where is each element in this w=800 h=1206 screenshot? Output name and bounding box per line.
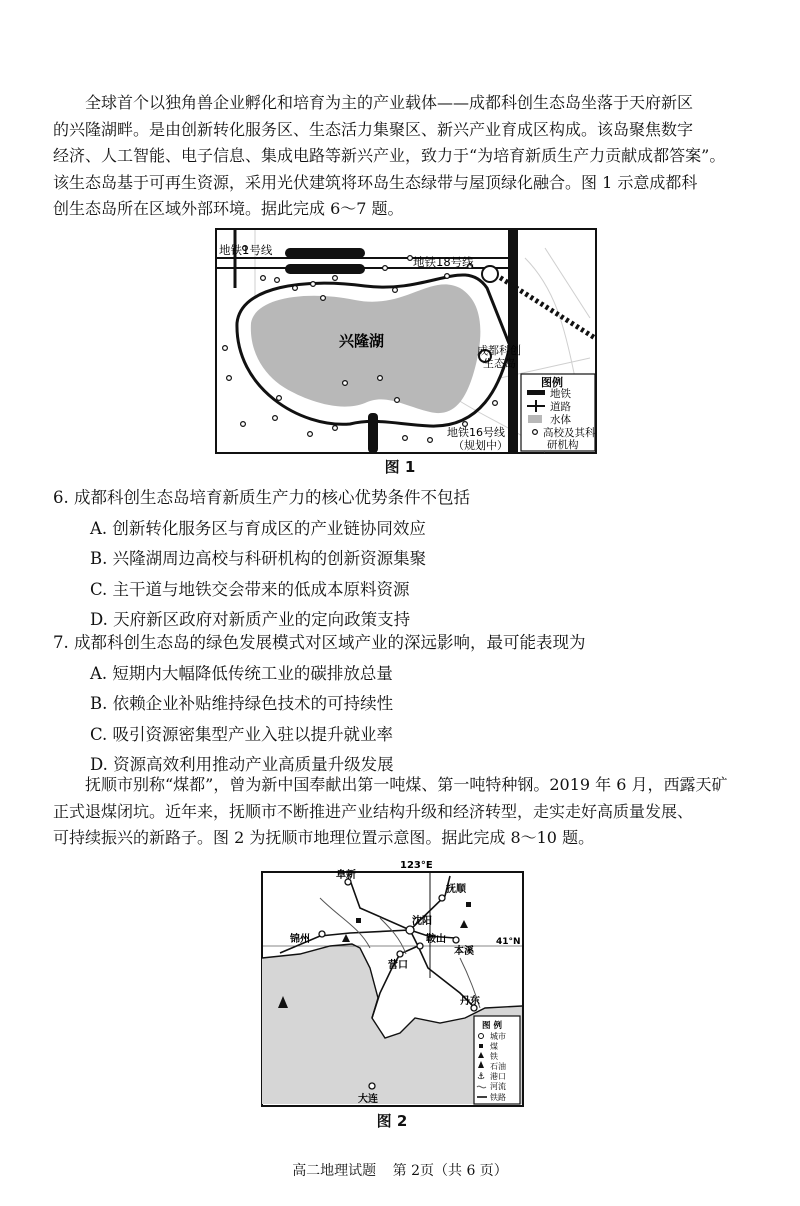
question-6-option-b: B. 兴隆湖周边高校与科研机构的创新资源集聚 xyxy=(90,549,427,568)
legend-oil: 石油 xyxy=(490,1062,506,1071)
passage-2 xyxy=(53,772,765,852)
legend-city: 城市 xyxy=(490,1032,506,1041)
shenyang-marker xyxy=(406,926,414,934)
legend-iron: 铁 xyxy=(490,1052,498,1061)
fuxin-label: 阜新 xyxy=(336,870,356,881)
legend-school-1: 高校及其科 xyxy=(543,427,596,439)
figure-1-legend xyxy=(521,374,596,451)
passage-1 xyxy=(53,90,765,223)
metro-18-station xyxy=(482,266,498,282)
lake-label: 兴隆湖 xyxy=(339,332,385,350)
legend-road: 道路 xyxy=(550,401,571,413)
island-label-2: 生态岛 xyxy=(483,357,516,370)
metro-1-segment xyxy=(285,264,365,274)
dalian-marker xyxy=(369,1083,375,1089)
question-7-option-c: C. 吸引资源密集型产业入驻以提升就业率 xyxy=(90,724,394,744)
question-6 xyxy=(53,483,765,636)
question-7-option-a: A. 短期内大幅降低传统工业的碳排放总量 xyxy=(90,663,393,683)
question-6-option-c: C. 主干道与地铁交会带来的低成本原料资源 xyxy=(90,579,410,599)
longitude-label: 123°E xyxy=(400,860,433,871)
metro-1-segment xyxy=(285,248,365,258)
fushun-label: 抚顺 xyxy=(446,884,466,895)
legend-school-symbol xyxy=(533,430,538,435)
shenyang-label: 沈阳 xyxy=(412,916,432,927)
legend-port: 港口 xyxy=(490,1072,506,1081)
legend-metro-symbol xyxy=(527,390,545,395)
legend-metro: 地铁 xyxy=(550,388,571,400)
legend-river: 河流 xyxy=(490,1082,506,1091)
metro-1-label: 地铁1号线 xyxy=(219,243,273,257)
legend-coal-symbol xyxy=(479,1044,483,1048)
legend-water: 水体 xyxy=(550,414,571,426)
question-7-stem: 7. 成都科创生态岛的绿色发展模式对区域产业的深远影响，最可能表现为 xyxy=(53,633,586,652)
question-6-option-a: A. 创新转化服务区与育成区的产业链协同效应 xyxy=(90,518,426,538)
footer-page-number: 第 2页（共 6 页） xyxy=(392,1163,508,1179)
figure-1-svg xyxy=(215,228,597,454)
coal-symbol xyxy=(466,902,471,907)
metro-16-label-1: 地铁16号线 xyxy=(447,426,505,439)
legend-coal: 煤 xyxy=(490,1042,498,1051)
passage-2-line: 正式退煤闭坑。近年来，抚顺市不断推进产业结构升级和经济转型，走实走好高质量发展、 xyxy=(53,801,694,821)
legend-city-symbol xyxy=(479,1034,484,1039)
question-7 xyxy=(53,628,765,781)
metro-18-label: 地铁18号线 xyxy=(413,255,474,269)
yingkou-label: 营口 xyxy=(388,960,408,971)
passage-1-line: 经济、人工智能、电子信息、集成电路等新兴产业，致力于“为培育新质生产力贡献成都答案”。 xyxy=(53,146,726,165)
coal-symbol xyxy=(356,918,361,923)
island-label-1: 成都科创 xyxy=(477,344,521,357)
dandong-label: 丹东 xyxy=(460,996,480,1007)
legend-title: 图例 xyxy=(541,376,563,389)
dalian-label: 大连 xyxy=(358,1094,378,1105)
figure-2-caption: 图 2 xyxy=(376,1112,408,1130)
passage-1-line: 全球首个以独角兽企业孵化和培育为主的产业载体——成都科创生态岛坐落于天府新区 xyxy=(85,93,694,112)
legend-school-2: 研机构 xyxy=(547,439,579,451)
anshan-marker xyxy=(417,943,423,949)
figure-2-legend xyxy=(474,1016,520,1104)
jinzhou-marker xyxy=(319,931,325,937)
passage-1-line: 该生态岛基于可再生资源，采用光伏建筑将环岛生态绿带与屋顶绿化融合。图 1 示意成都科 xyxy=(53,172,698,192)
passage-2-line: 抚顺市别称“煤都”，曾为新中国奉献出第一吨煤、第一吨特种钢。2019 年 6 月，西露天矿 xyxy=(85,775,728,794)
question-7-option-d: D. 资源高效利用推动产业高质量升级发展 xyxy=(90,755,394,774)
metro-16-segment xyxy=(368,413,378,453)
passage-2-line: 可持续振兴的新路子。图 2 为抚顺市地理位置示意图。据此完成 8～10 题。 xyxy=(53,828,595,847)
benxi-marker xyxy=(453,937,459,943)
legend-water-symbol xyxy=(528,415,542,423)
figure-1-caption: 图 1 xyxy=(384,458,416,476)
latitude-label: 41°N xyxy=(496,937,521,947)
question-7-option-b: B. 依赖企业补贴维持绿色技术的可持续性 xyxy=(90,694,394,713)
fushun-marker xyxy=(439,895,445,901)
anshan-label: 鞍山 xyxy=(426,934,446,945)
legend-rail: 铁路 xyxy=(490,1093,506,1102)
page-footer xyxy=(0,1160,800,1180)
figure-1-map xyxy=(215,228,597,454)
question-6-stem: 6. 成都科创生态岛培育新质生产力的核心优势条件不包括 xyxy=(53,488,470,507)
benxi-label: 本溪 xyxy=(454,946,474,957)
yingkou-marker xyxy=(397,951,403,957)
passage-1-line: 创生态岛所在区域外部环境。据此完成 6～7 题。 xyxy=(53,199,404,218)
question-6-option-d: D. 天府新区政府对新质产业的定向政策支持 xyxy=(90,610,411,629)
legend-title: 图 例 xyxy=(482,1021,502,1031)
legend-port-symbol: ⚓ xyxy=(477,1072,486,1082)
figure-2-map xyxy=(260,858,525,1108)
jinzhou-label: 锦州 xyxy=(290,934,310,945)
footer-subject: 高二地理试题 xyxy=(292,1163,377,1179)
figure-2-svg xyxy=(260,858,525,1108)
passage-1-line: 的兴隆湖畔。是由创新转化服务区、生态活力集聚区、新兴产业育成区构成。该岛聚焦数字 xyxy=(53,119,694,139)
metro-16-label-2: （规划中） xyxy=(453,439,508,452)
